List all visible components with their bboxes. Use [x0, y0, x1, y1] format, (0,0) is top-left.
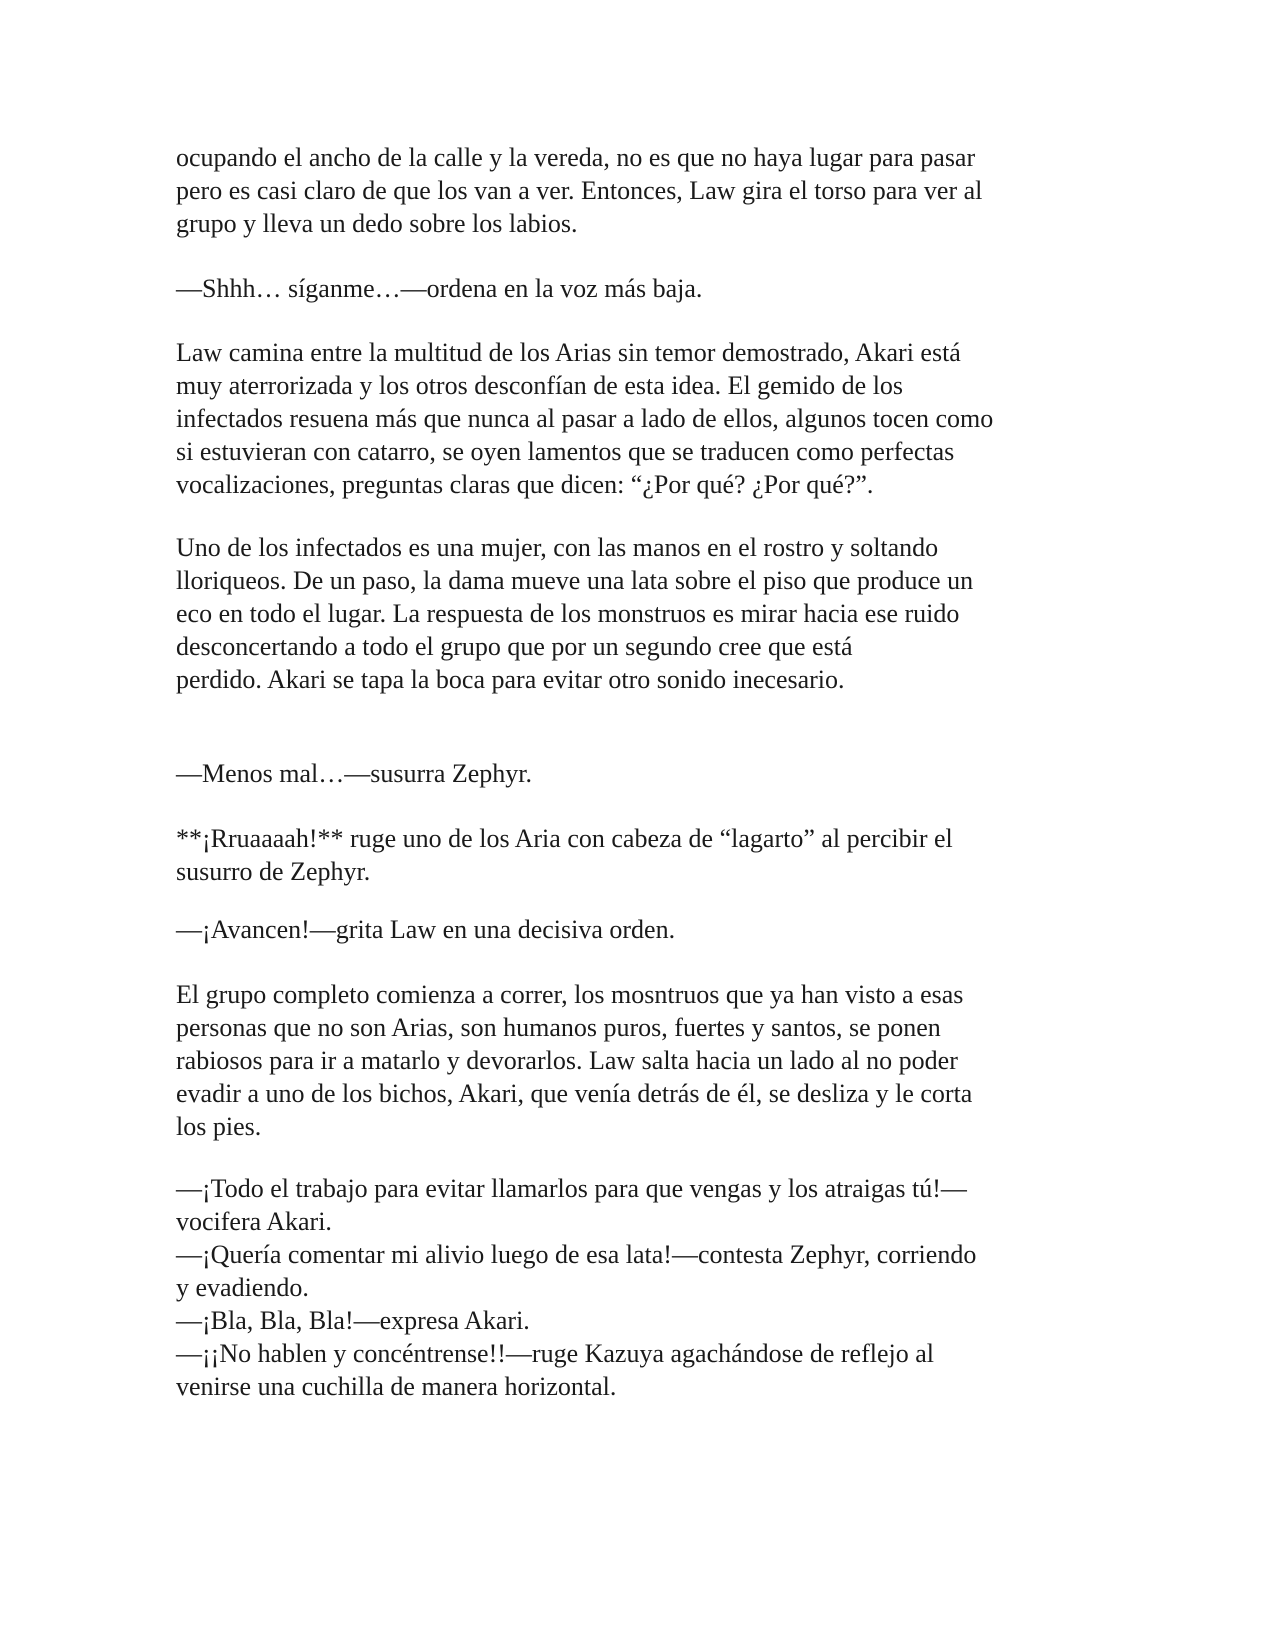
text-line: susurro de Zephyr.	[176, 857, 371, 886]
text-line: Law camina entre la multitud de los Arias sin temor demostrado, Akari está	[176, 338, 961, 367]
text-line: pero es casi claro de que los van a ver. Entonces, Law gira el torso para ver al	[176, 176, 983, 205]
text-line: —¡¡No hablen y concéntrense!!—ruge Kazuya agachándose de reflejo al	[176, 1339, 934, 1368]
dialogue-paragraph	[176, 1172, 1106, 1403]
text-line: —Shhh… síganme…—ordena en la voz más baja.	[176, 274, 703, 303]
text-line: Uno de los infectados es una mujer, con las manos en el rostro y soltando	[176, 533, 939, 562]
text-line: y evadiendo.	[176, 1273, 309, 1302]
text-line: infectados resuena más que nunca al pasar a lado de ellos, algunos tocen como	[176, 404, 994, 433]
text-line: venirse una cuchilla de manera horizontal.	[176, 1372, 617, 1401]
text-line: El grupo completo comienza a correr, los mosntruos que ya han visto a esas	[176, 980, 964, 1009]
text-line: vocifera Akari.	[176, 1207, 332, 1236]
text-line: si estuvieran con catarro, se oyen lamentos que se traducen como perfectas	[176, 437, 955, 466]
text-line: grupo y lleva un dedo sobre los labios.	[176, 209, 578, 238]
text-line: —¡Bla, Bla, Bla!—expresa Akari.	[176, 1306, 530, 1335]
text-line: perdido. Akari se tapa la boca para evitar otro sonido inecesario.	[176, 665, 845, 694]
text-line: personas que no son Arias, son humanos puros, fuertes y santos, se ponen	[176, 1013, 941, 1042]
text-line: los pies.	[176, 1112, 262, 1141]
text-line: **¡Rruaaaah!** ruge uno de los Aria con cabeza de “lagarto” al percibir el	[176, 824, 953, 853]
text-line: evadir a uno de los bichos, Akari, que venía detrás de él, se desliza y le corta	[176, 1079, 973, 1108]
text-line: rabiosos para ir a matarlo y devorarlos. Law salta hacia un lado al no poder	[176, 1046, 958, 1075]
dialogue-paragraph	[176, 757, 1106, 790]
text-line: eco en todo el lugar. La respuesta de los monstruos es mirar hacia ese ruido	[176, 599, 960, 628]
text-line: —Menos mal…—susurra Zephyr.	[176, 759, 533, 788]
text-line: —¡Todo el trabajo para evitar llamarlos para que vengas y los atraigas tú!—	[176, 1174, 967, 1203]
dialogue-paragraph	[176, 913, 1106, 946]
text-line: desconcertando a todo el grupo que por un segundo cree que está	[176, 632, 853, 661]
dialogue-paragraph	[176, 272, 1106, 305]
paragraph	[176, 822, 1106, 888]
text-line: —¡Quería comentar mi alivio luego de esa lata!—contesta Zephyr, corriendo	[176, 1240, 977, 1269]
text-line: muy aterrorizada y los otros desconfían de esta idea. El gemido de los	[176, 371, 904, 400]
text-line: lloriqueos. De un paso, la dama mueve una lata sobre el piso que produce un	[176, 566, 974, 595]
text-line: —¡Avancen!—grita Law en una decisiva orden.	[176, 915, 676, 944]
paragraph	[176, 141, 1106, 240]
paragraph	[176, 978, 1106, 1143]
text-line: vocalizaciones, preguntas claras que dicen: “¿Por qué? ¿Por qué?”.	[176, 470, 874, 499]
paragraph	[176, 531, 1106, 696]
text-line: ocupando el ancho de la calle y la vereda, no es que no haya lugar para pasar	[176, 143, 976, 172]
paragraph	[176, 336, 1106, 501]
